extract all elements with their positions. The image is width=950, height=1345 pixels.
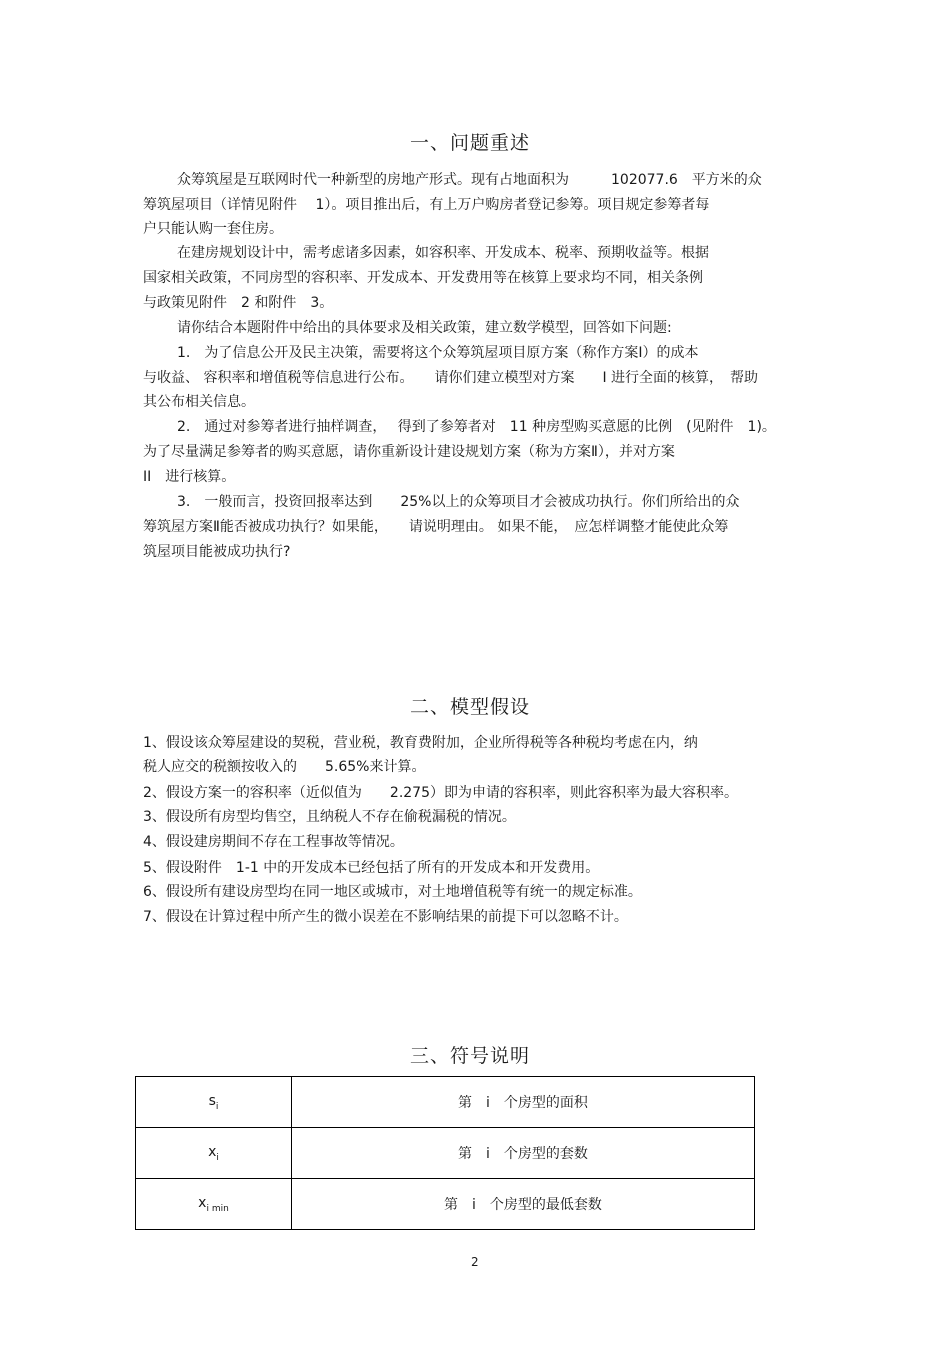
paragraph-line: II 进行核算。 [143,469,236,485]
paragraph-line: 在建房规划设计中，需考虑诸多因素，如容积率、开发成本、税率、预期收益等。根据 [177,245,709,261]
table-row [136,1077,755,1128]
assumption-line: 6、假设所有建设房型均在同一地区或城市，对土地增值税等有统一的规定标准。 [143,884,642,900]
page-number: 2 [471,1255,479,1269]
section3-title: 三、符号说明 [410,1045,531,1067]
section1-title: 一、问题重述 [410,132,531,154]
symbol-cell: $x_i$ [136,1128,292,1179]
paragraph-line: 国家相关政策，不同房型的容积率、开发成本、开发费用等在核算上要求均不同，相关条例 [143,270,703,286]
symbol-cell: $s_i$ [136,1077,292,1128]
paragraph-line: 筹筑屋项目（详情见附件 1）。项目推出后，有上万户购房者登记参筹。项目规定参筹者每 [143,197,710,213]
section2-title: 二、模型假设 [410,696,531,718]
symbol-table [135,1076,755,1230]
description-cell: 第 i 个房型的套数 [292,1128,755,1179]
paragraph-line: 众筹筑屋是互联网时代一种新型的房地产形式。现有占地面积为 102077.6 平方米的众 [177,172,762,188]
paragraph-line: 筹筑屋方案Ⅱ能否被成功执行？如果能， 请说明理由。 如果不能， 应怎样调整才能使此众筹 [143,519,729,535]
paragraph-line: 筑屋项目能被成功执行? [143,544,291,560]
paragraph-line: 3. 一般而言，投资回报率达到 25%以上的众筹项目才会被成功执行。你们所给出的众 [177,494,740,510]
paragraph-line: 与政策见附件 2 和附件 3。 [143,295,334,311]
paragraph-line: 请你结合本题附件中给出的具体要求及相关政策，建立数学模型，回答如下问题: [177,320,672,336]
assumption-line: 7、假设在计算过程中所产生的微小误差在不影响结果的前提下可以忽略不计。 [143,909,628,925]
assumption-line: 2、假设方案一的容积率（近似值为 2.275）即为申请的容积率，则此容积率为最大容积率。 [143,785,738,801]
paragraph-line: 为了尽量满足参筹者的购买意愿，请你重新设计建设规划方案（称为方案Ⅱ），并对方案 [143,444,675,460]
description-cell: 第 i 个房型的面积 [292,1077,755,1128]
paragraph-line: 其公布相关信息。 [143,394,255,410]
assumption-line: 1、假设该众筹屋建设的契税，营业税，教育费附加，企业所得税等各种税均考虑在内，纳 [143,735,698,751]
symbol-cell: $x_{i min}$ [136,1179,292,1230]
assumption-line: 税人应交的税额按收入的 5.65%来计算。 [143,759,426,775]
assumption-line: 5、假设附件 1-1 中的开发成本已经包括了所有的开发成本和开发费用。 [143,860,600,876]
assumption-line: 3、假设所有房型均售空，且纳税人不存在偷税漏税的情况。 [143,809,516,825]
table-row [136,1128,755,1179]
table-row [136,1179,755,1230]
paragraph-line: 1. 为了信息公开及民主决策，需要将这个众筹筑屋项目原方案（称作方案Ⅰ）的成本 [177,345,699,361]
paragraph-line: 2. 通过对参筹者进行抽样调查， 得到了参筹者对 11 种房型购买意愿的比例 (见附件 1)。 [177,419,776,435]
paragraph-line: 与收益、 容积率和增值税等信息进行公布。 请你们建立模型对方案 I 进行全面的核算， 帮助 [143,370,759,386]
description-cell: 第 i 个房型的最低套数 [292,1179,755,1230]
assumption-line: 4、假设建房期间不存在工程事故等情况。 [143,834,404,850]
paragraph-line: 户只能认购一套住房。 [143,221,283,237]
